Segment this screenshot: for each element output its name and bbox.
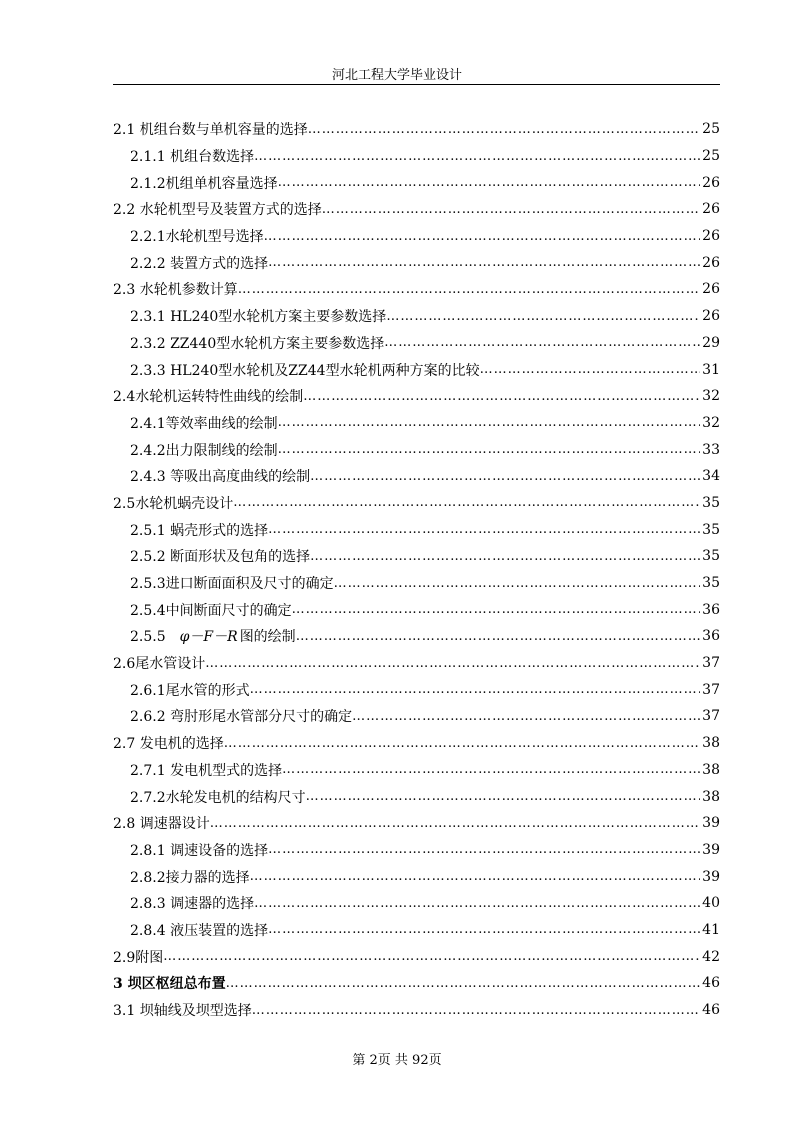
- page-header-title: 河北工程大学毕业设计: [331, 68, 462, 83]
- toc-entry-title: [113, 119, 308, 139]
- toc-entry-page-number: 36: [702, 601, 720, 618]
- toc-dot-leader: [310, 549, 700, 564]
- toc-dot-leader: [296, 629, 700, 644]
- toc-entry: [113, 516, 720, 543]
- toc-entry-page-number: 35: [702, 575, 720, 592]
- toc-dot-leader: [322, 202, 700, 217]
- toc-entry: [113, 169, 720, 196]
- toc-dot-leader: [250, 682, 700, 697]
- toc-entry-title: [130, 360, 480, 380]
- toc-entry: [113, 223, 720, 250]
- toc-dot-leader: [252, 1003, 700, 1018]
- toc-entry: [113, 330, 720, 357]
- toc-entry-page-number: 38: [702, 788, 720, 805]
- toc-entry: [113, 596, 720, 623]
- toc-entry-page-number: 38: [702, 735, 720, 752]
- toc-entry: [113, 276, 720, 303]
- toc-entry-page-number: 32: [702, 388, 720, 405]
- toc-dot-leader: [310, 469, 700, 484]
- toc-entry-page-number: 41: [702, 921, 720, 938]
- toc-entry: [113, 810, 720, 837]
- toc-entry-title: [130, 173, 278, 193]
- toc-entry-label: 2.7.1 发电机型式的选择: [130, 762, 283, 779]
- toc-entry-title: [113, 813, 210, 833]
- toc-entry-page-number: 37: [702, 708, 720, 725]
- toc-entry-label: 2.4.3 等吸出高度曲线的绘制: [130, 469, 311, 486]
- toc-entry-label: 2.3.2 ZZ440型水轮机方案主要参数选择: [130, 335, 385, 352]
- toc-entry-label: 2.2.2 装置方式的选择: [130, 255, 269, 272]
- toc-entry-label: 2.9附图: [113, 949, 164, 966]
- toc-entry: [113, 970, 720, 997]
- toc-entry-title: [130, 920, 268, 940]
- toc-entry: [113, 410, 720, 437]
- toc-dot-leader: [163, 949, 700, 964]
- toc-entry: [113, 943, 720, 970]
- toc-dot-leader: [226, 976, 700, 991]
- toc-entry-label: 2.5.2 断面形状及包角的选择: [130, 549, 311, 566]
- toc-entry-title: [130, 146, 254, 166]
- toc-entry-page-number: 35: [702, 548, 720, 565]
- toc-entry-title: [113, 279, 238, 299]
- toc-entry-label: 2.6.2 弯肘形尾水管部分尺寸的确定: [130, 709, 353, 726]
- toc-entry: [113, 490, 720, 517]
- toc-entry-label: 2.1 机组台数与单机容量的选择: [113, 122, 308, 139]
- toc-entry-title: [130, 573, 334, 593]
- toc-entry-title: [113, 386, 303, 406]
- toc-dot-leader: [292, 602, 700, 617]
- toc-entry-label: 2.5水轮机蜗壳设计: [113, 495, 234, 512]
- toc-entry-title: [130, 413, 278, 433]
- toc-entry-page-number: 26: [702, 174, 720, 191]
- toc-entry-label: 2.4水轮机运转特性曲线的绘制: [113, 389, 304, 406]
- toc-entry-label: 2.4.1等效率曲线的绘制: [130, 415, 278, 432]
- toc-dot-leader: [224, 736, 700, 751]
- toc-entry-title: [113, 199, 322, 219]
- toc-entry-title: [113, 1000, 252, 1020]
- toc-entry: [113, 196, 720, 223]
- toc-dot-leader: [210, 816, 700, 831]
- toc-entry: [113, 650, 720, 677]
- toc-entry-page-number: 25: [702, 121, 720, 138]
- toc-entry-title: [130, 520, 268, 540]
- toc-entry-title: [113, 653, 205, 673]
- toc-entry-label: 2.8.2接力器的选择: [130, 869, 250, 886]
- toc-entry-title: [130, 440, 278, 460]
- toc-entry-page-number: 36: [702, 628, 720, 645]
- toc-entry-title: [130, 706, 352, 726]
- toc-entry: [113, 249, 720, 276]
- toc-entry: [113, 303, 720, 330]
- toc-entry-label: 2.5.1 蜗壳形式的选择: [130, 522, 269, 539]
- toc-entry-page-number: 39: [702, 841, 720, 858]
- toc-entry-page-number: 35: [702, 521, 720, 538]
- table-of-contents: [113, 116, 720, 1023]
- toc-entry-page-number: 34: [702, 468, 720, 485]
- toc-entry-page-number: 26: [702, 308, 720, 325]
- toc-entry-page-number: 40: [702, 895, 720, 912]
- toc-entry: [113, 543, 720, 570]
- toc-entry-label: 2.6尾水管设计: [113, 656, 206, 673]
- toc-entry-page-number: 33: [702, 441, 720, 458]
- toc-dot-leader: [303, 389, 700, 404]
- toc-entry-formula: φ－F－R: [179, 629, 238, 646]
- toc-entry: [113, 623, 720, 650]
- toc-entry-title: [130, 333, 384, 353]
- toc-dot-leader: [268, 842, 700, 857]
- toc-dot-leader: [268, 522, 700, 537]
- toc-entry-label: 2.4.2出力限制线的绘制: [130, 442, 278, 459]
- toc-entry-title: [113, 973, 226, 993]
- toc-entry-label: 2.3.1 HL240型水轮机方案主要参数选择: [130, 309, 387, 326]
- toc-entry-label: 2.8.4 液压装置的选择: [130, 922, 269, 939]
- toc-entry: [113, 676, 720, 703]
- toc-entry-label: 2.3 水轮机参数计算: [113, 282, 238, 299]
- toc-entry-title: [130, 787, 306, 807]
- toc-entry-page-number: 26: [702, 228, 720, 245]
- toc-entry: [113, 116, 720, 143]
- toc-entry: [113, 356, 720, 383]
- toc-entry-title: [130, 867, 250, 887]
- toc-entry-title: [113, 733, 224, 753]
- toc-dot-leader: [250, 869, 700, 884]
- toc-entry-label: 2.8.1 调速设备的选择: [130, 842, 269, 859]
- toc-entry-title: [130, 226, 264, 246]
- toc-entry-page-number: 46: [702, 975, 720, 992]
- toc-dot-leader: [308, 122, 700, 137]
- toc-entry: [113, 143, 720, 170]
- toc-entry-label: 2.2.1水轮机型号选择: [130, 229, 264, 246]
- page-footer: 第 2页 共 92页: [352, 1053, 442, 1068]
- toc-dot-leader: [205, 656, 700, 671]
- toc-dot-leader: [282, 762, 700, 777]
- toc-entry-page-number: 37: [702, 655, 720, 672]
- toc-entry-page-number: 26: [702, 281, 720, 298]
- toc-entry-label: 2.8 调速器设计: [113, 816, 210, 833]
- toc-entry-title: [130, 253, 268, 273]
- toc-entry-page-number: 25: [702, 148, 720, 165]
- toc-entry-label: 2.6.1尾水管的形式: [130, 682, 250, 699]
- toc-entry-label: 2.5.5: [130, 629, 166, 646]
- toc-dot-leader: [238, 282, 700, 297]
- toc-entry: [113, 863, 720, 890]
- toc-entry-page-number: 26: [702, 201, 720, 218]
- toc-entry-title: [130, 760, 282, 780]
- toc-entry-title: [130, 680, 250, 700]
- toc-dot-leader: [264, 229, 700, 244]
- toc-entry-title: [113, 493, 233, 513]
- toc-entry-page-number: 39: [702, 815, 720, 832]
- toc-entry: [113, 997, 720, 1024]
- toc-entry: [113, 917, 720, 944]
- toc-entry: [113, 783, 720, 810]
- toc-entry-title: [130, 626, 296, 646]
- toc-dot-leader: [386, 309, 700, 324]
- toc-entry-page-number: 32: [702, 414, 720, 431]
- toc-entry-label: 2.8.3 调速器的选择: [130, 896, 255, 913]
- toc-entry-label: 2.1.2机组单机容量选择: [130, 175, 278, 192]
- toc-entry: [113, 703, 720, 730]
- toc-entry-label: 2.5.3进口断面面积及尺寸的确定: [130, 576, 334, 593]
- toc-entry-page-number: 37: [702, 681, 720, 698]
- toc-dot-leader: [306, 789, 700, 804]
- toc-entry-label: 2.3.3 HL240型水轮机及ZZ44型水轮机两种方案的比较: [130, 362, 480, 379]
- toc-entry-label: 2.5.4中间断面尺寸的确定: [130, 602, 292, 619]
- toc-entry-title: [130, 466, 310, 486]
- toc-dot-leader: [278, 442, 700, 457]
- toc-entry-title: [130, 306, 386, 326]
- toc-entry: [113, 890, 720, 917]
- toc-entry: [113, 757, 720, 784]
- toc-dot-leader: [278, 415, 700, 430]
- toc-entry-title: [130, 840, 268, 860]
- toc-entry-page-number: 35: [702, 494, 720, 511]
- toc-entry: [113, 837, 720, 864]
- toc-entry-page-number: 38: [702, 761, 720, 778]
- toc-entry-page-number: 29: [702, 334, 720, 351]
- toc-entry: [113, 436, 720, 463]
- toc-entry: [113, 570, 720, 597]
- toc-entry-page-number: 26: [702, 254, 720, 271]
- toc-entry-page-number: 46: [702, 1002, 720, 1019]
- toc-dot-leader: [268, 922, 700, 937]
- toc-entry: [113, 383, 720, 410]
- toc-entry-page-number: 42: [702, 948, 720, 965]
- toc-entry-title: [130, 893, 254, 913]
- toc-entry-label: 2.2 水轮机型号及装置方式的选择: [113, 202, 322, 219]
- toc-dot-leader: [278, 175, 700, 190]
- toc-entry-label: 2.1.1 机组台数选择: [130, 149, 255, 166]
- toc-dot-leader: [384, 335, 700, 350]
- toc-dot-leader: [480, 362, 700, 377]
- toc-dot-leader: [233, 495, 700, 510]
- toc-entry-label: 3.1 坝轴线及坝型选择: [113, 1003, 252, 1020]
- toc-entry-title: [130, 600, 292, 620]
- toc-entry: [113, 463, 720, 490]
- toc-dot-leader: [334, 576, 700, 591]
- toc-dot-leader: [254, 149, 700, 164]
- toc-entry-label: 2.7 发电机的选择: [113, 736, 224, 753]
- toc-dot-leader: [254, 896, 700, 911]
- toc-entry-page-number: 39: [702, 868, 720, 885]
- toc-entry: [113, 730, 720, 757]
- toc-entry-label: 2.7.2水轮发电机的结构尺寸: [130, 789, 306, 806]
- toc-entry-suffix: 图的绘制: [239, 629, 296, 646]
- toc-entry-title: [113, 947, 163, 967]
- toc-dot-leader: [268, 255, 700, 270]
- toc-entry-page-number: 31: [702, 361, 720, 378]
- toc-dot-leader: [352, 709, 700, 724]
- toc-entry-label: 3 坝区枢纽总布置: [113, 976, 226, 993]
- header-divider: [113, 84, 720, 85]
- toc-entry-title: [130, 546, 310, 566]
